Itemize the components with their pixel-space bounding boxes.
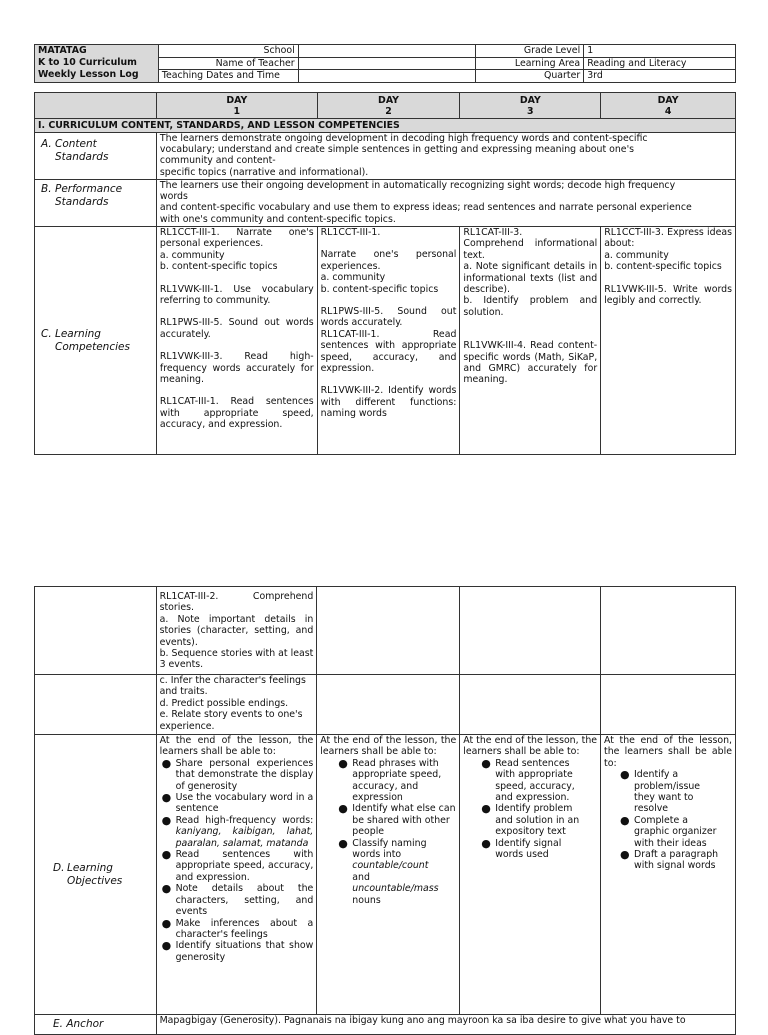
performance-standards-label: B. Performance Standards [35, 180, 157, 227]
competency-continued-row-b [35, 675, 736, 735]
section-heading: I. CURRICULUM CONTENT, STANDARDS, AND LESSON COMPETENCIES [35, 119, 736, 133]
objective-item: ● Share personal experiences that demonstrate the display of generosity [176, 758, 314, 792]
org-block [35, 45, 159, 83]
objectives-day3-list [463, 758, 597, 861]
objective-item: ● Identify a problem/issue they want to resolve [634, 769, 722, 815]
org-line: K to 10 Curriculum [38, 57, 137, 68]
empty-label-cell [35, 675, 157, 735]
empty-cell [601, 675, 736, 735]
content-standards-text: The learners demonstrate ongoing development in decoding high frequency words and content-specific vocabulary; understand and create simple sentences in getting and expressing meaning about one's community and content- specific topics (narrative and informational). [156, 133, 735, 180]
field-label-dates: Teaching Dates and Time [158, 70, 298, 83]
field-value-area[interactable]: Reading and Literacy [584, 57, 736, 70]
objective-item: ● Read sentences with appropriate speed, accuracy, and expression. [495, 758, 591, 804]
learning-objectives-row [35, 735, 736, 1015]
competency-day1: RL1CCT-III-1. Narrate one's personal experiences. a. community b. content-specific topics RL1VWK-III-1. Use vocabulary referring to community. RL1PWS-III-5. Sound out words accurately. RL1VWK-III-3. Read high-frequency words accurately for meaning. RL1CAT-III-1. Read sentences with appropriate speed, accuracy, and expression. [156, 227, 317, 455]
anchor-text: Mapagbigay (Generosity). Pagnanais na ibigay kung ano ang mayroon ka sa iba desire to give what you have to [156, 1015, 735, 1035]
objectives-day2-list [320, 758, 456, 906]
competency-day2: RL1CCT-III-1. Narrate one's personal experiences. a. community b. content-specific topics RL1PWS-III-5. Sound out words accurately. RL1CAT-III-1. Read sentences with appropriate speed, accuracy, and expression. RL1VWK-III-2. Identify words with different functions: naming words [317, 227, 460, 455]
lesson-table-page2 [34, 586, 736, 1035]
objective-item: ● Identify signal words used [495, 838, 591, 861]
corner-cell [35, 93, 157, 119]
empty-cell [317, 675, 460, 735]
objectives-day4-list [604, 769, 732, 872]
field-label-area: Learning Area [476, 57, 584, 70]
org-line: Weekly Lesson Log [38, 69, 139, 80]
field-value-quarter[interactable]: 3rd [584, 70, 736, 83]
day-header-3: DAY 3 [460, 93, 601, 119]
objectives-day2: At the end of the lesson, the learners shall be able to: ● Read phrases with appropriate speed, accuracy, and expression ● Identify what else can be shared with other people ● Classify naming words into countable/count and uncountable/mass nouns [317, 735, 460, 1015]
day-header-4: DAY 4 [601, 93, 736, 119]
objectives-day1: At the end of the lesson, the learners shall be able to: ● Share personal experiences that demonstrate the display of generosity ● Use the vocabulary word in a sentence ● Read high-frequency words: kaniyang, kaibigan, lahat, paaralan, salamat, matanda ● Read sentences with appropriate speed, accuracy, and expression. ● Note details about the characters, setting, and events ● Make inferences about a character's feelings ● Identify situations that show generosity [156, 735, 317, 1015]
empty-label-cell [35, 587, 157, 675]
empty-cell [601, 587, 736, 675]
objective-item: ● Identify problem and solution in an expository text [495, 803, 591, 837]
competency-day1-cont-a: RL1CAT-III-2. Comprehend stories. a. Note important details in stories (character, setting, and events). b. Sequence stories with at least 3 events. [156, 587, 317, 675]
objective-item: ● Read high-frequency words: kaniyang, kaibigan, lahat, paaralan, salamat, matanda [176, 815, 314, 849]
anchor-label: E. Anchor [35, 1015, 157, 1035]
competency-continued-row-a [35, 587, 736, 675]
day-header-row [35, 93, 736, 119]
field-label-teacher: Name of Teacher [158, 57, 298, 70]
empty-cell [317, 587, 460, 675]
objective-item: ● Read sentences with appropriate speed, accuracy, and expression. [176, 849, 314, 883]
day-header-2: DAY 2 [317, 93, 460, 119]
objective-item: ● Identify what else can be shared with other people [352, 803, 456, 837]
competency-day1-cont-b: c. Infer the character's feelings and traits. d. Predict possible endings. e. Relate story events to one's experience. [156, 675, 317, 735]
header-table [34, 44, 736, 83]
org-line: MATATAG [38, 45, 87, 56]
objective-item: ● Read phrases with appropriate speed, accuracy, and expression [352, 758, 456, 804]
field-label-quarter: Quarter [476, 70, 584, 83]
content-standards-label: A. Content Standards [35, 133, 157, 180]
competency-day3: RL1CAT-III-3. Comprehend informational text. a. Note significant details in informational texts (list and describe). b. Identify problem and solution. RL1VWK-III-4. Read content-specific words (Math, SiKaP, and GMRC) accurately for meaning. [460, 227, 601, 455]
objective-item: ● Note details about the characters, setting, and events [176, 883, 314, 917]
field-value-teacher[interactable] [298, 57, 476, 70]
learning-competencies-row [35, 227, 736, 455]
field-value-dates[interactable] [298, 70, 476, 83]
objective-item: ● Make inferences about a character's feelings [176, 918, 314, 941]
objectives-day4: At the end of the lesson, the learners shall be able to: ● Identify a problem/issue they want to resolve ● Complete a graphic organizer with their ideas ● Draft a paragraph with signal words [601, 735, 736, 1015]
field-label-grade: Grade Level [476, 45, 584, 58]
objective-item: ● Classify naming words into countable/count and uncountable/mass nouns [352, 838, 456, 906]
anchor-row [35, 1015, 736, 1035]
lesson-table-page1 [34, 92, 736, 455]
objective-item: ● Identify situations that show generosity [176, 940, 314, 963]
objective-item: ● Complete a graphic organizer with their ideas [634, 815, 722, 849]
objective-item: ● Draft a paragraph with signal words [634, 849, 722, 872]
performance-standards-row [35, 180, 736, 227]
field-label-school: School [158, 45, 298, 58]
empty-cell [460, 675, 601, 735]
competency-day4: RL1CCT-III-3. Express ideas about: a. community b. content-specific topics RL1VWK-III-5. Write words legibly and correctly. [601, 227, 736, 455]
learning-competencies-label: C. Learning Competencies [35, 227, 157, 455]
learning-objectives-label: D. Learning Objectives [35, 735, 157, 1015]
empty-cell [460, 587, 601, 675]
performance-standards-text: The learners use their ongoing development in automatically recognizing sight words; decode high frequency words and content-specific vocabulary and use them to express ideas; read sentences and narrate personal experience with one's community and content-specific topics. [156, 180, 735, 227]
objectives-day1-list [160, 758, 314, 963]
day-header-1: DAY 1 [156, 93, 317, 119]
field-value-grade[interactable]: 1 [584, 45, 736, 58]
objective-item: ● Use the vocabulary word in a sentence [176, 792, 314, 815]
page-break-gap [30, 456, 742, 460]
objectives-day3: At the end of the lesson, the learners shall be able to: ● Read sentences with appropriate speed, accuracy, and expression. ● Identify problem and solution in an expository text ● Identify signal words used [460, 735, 601, 1015]
content-standards-row [35, 133, 736, 180]
field-value-school[interactable] [298, 45, 476, 58]
